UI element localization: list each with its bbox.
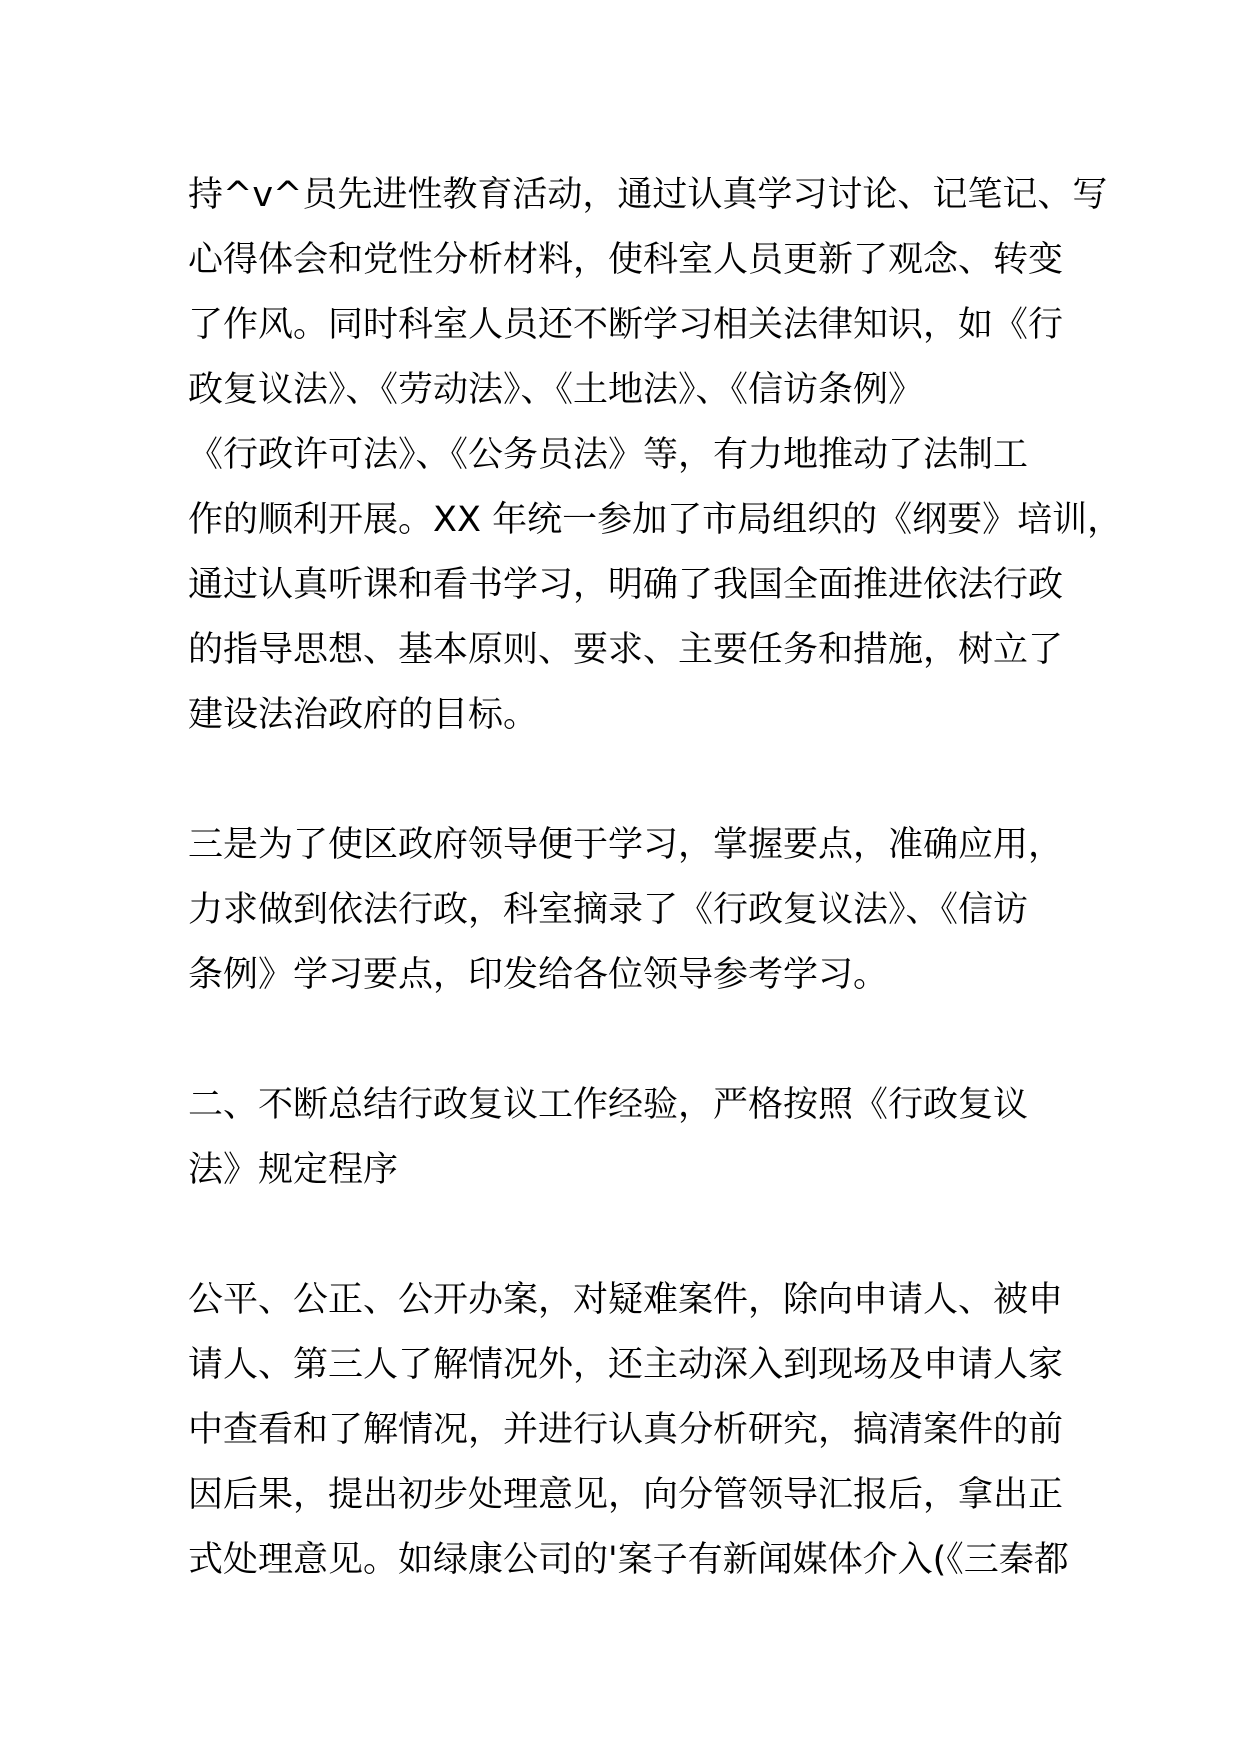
text-line: 的指导思想、基本原则、要求、主要任务和措施，树立了 — [188, 630, 1064, 670]
section-heading — [188, 1073, 1068, 1203]
text-line: 请人、第三人了解情况外，还主动深入到现场及申请人家 — [188, 1345, 1064, 1385]
text-line: 持^v^员先进性教育活动，通过认真学习讨论、记笔记、写 — [188, 175, 1108, 215]
text-line: 条例》学习要点，印发给各位领导参考学习。 — [188, 955, 889, 995]
document-body — [188, 163, 1123, 1593]
text-line: 心得体会和党性分析材料，使科室人员更新了观念、转变 — [188, 240, 1064, 280]
text-line: 了作风。同时科室人员还不断学习相关法律知识，如《行 — [188, 305, 1064, 345]
text-line: 《行政许可法》、《公务员法》等，有力地推动了法制工 — [188, 435, 1029, 475]
paragraph-2 — [188, 813, 1068, 1008]
paragraph-3 — [188, 1268, 1068, 1593]
text-line: 因后果，提出初步处理意见，向分管领导汇报后，拿出正 — [188, 1475, 1064, 1515]
paragraph-spacer — [188, 748, 1068, 813]
text-line: 建设法治政府的目标。 — [188, 695, 539, 735]
paragraph-spacer — [188, 1203, 1068, 1268]
paragraph-1 — [188, 163, 1123, 748]
text-line: 作的顺利开展。XX 年统一参加了市局组织的《纲要》培训， — [188, 500, 1123, 540]
text-line: 力求做到依法行政，科室摘录了《行政复议法》、《信访 — [188, 890, 1029, 930]
text-line: 通过认真听课和看书学习，明确了我国全面推进依法行政 — [188, 565, 1064, 605]
text-line: 三是为了使区政府领导便于学习，掌握要点，准确应用， — [188, 825, 1064, 865]
text-line: 政复议法》、《劳动法》、《土地法》、《信访条例》 — [188, 370, 924, 410]
heading-line: 二、不断总结行政复议工作经验，严格按照《行政复议 — [188, 1085, 1029, 1125]
text-line: 公平、公正、公开办案，对疑难案件，除向申请人、被申 — [188, 1280, 1064, 1320]
heading-line: 法》规定程序 — [188, 1150, 399, 1190]
text-line: 中查看和了解情况，并进行认真分析研究，搞清案件的前 — [188, 1410, 1064, 1450]
text-line: 式处理意见。如绿康公司的'案子有新闻媒体介入(《三秦都 — [188, 1540, 1069, 1580]
paragraph-spacer — [188, 1008, 1068, 1073]
